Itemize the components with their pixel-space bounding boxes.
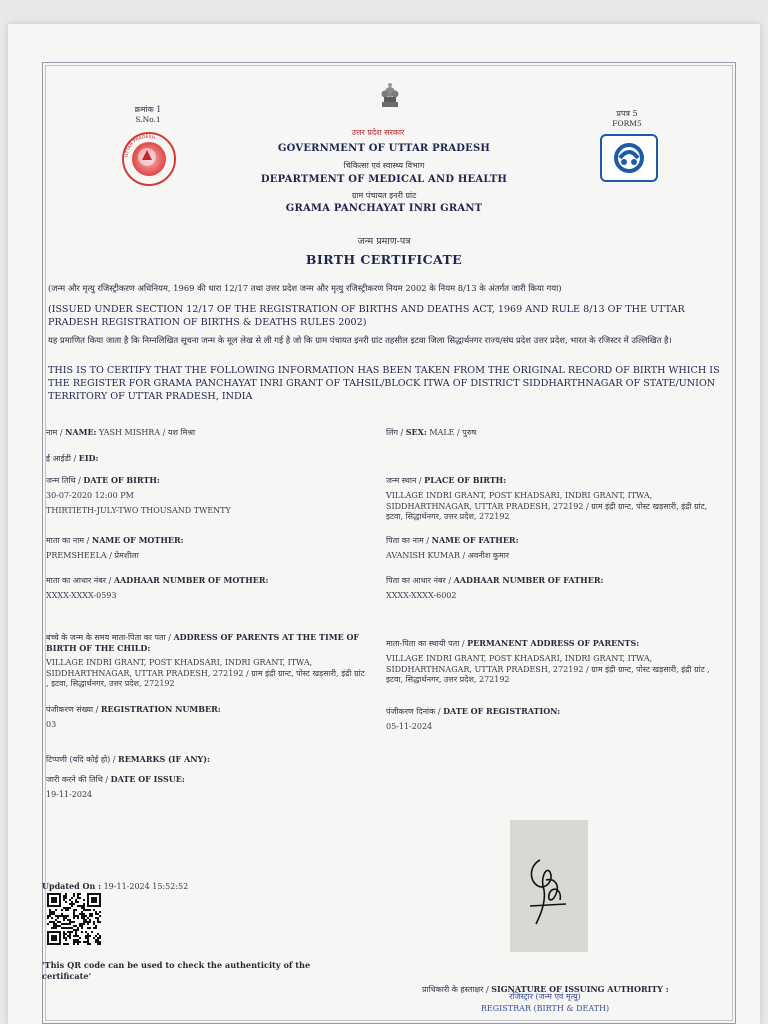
sex-value: MALE / पुरुष: [426, 428, 477, 437]
field-father-name: [386, 535, 716, 562]
field-father-aadhaar: [386, 575, 716, 602]
mother-value: PREMSHEELA / प्रेमशीला: [46, 551, 139, 560]
certificate-title-hindi: जन्म प्रमाण-पत्र: [357, 236, 411, 247]
sex-label-hindi: लिंग /: [386, 428, 406, 437]
registrar-label: REGISTRAR (BIRTH & DEATH): [480, 1004, 610, 1013]
mother-aadhaar-label: AADHAAR NUMBER OF MOTHER:: [113, 575, 269, 585]
field-name: [46, 420, 366, 439]
government-heading: GOVERNMENT OF UTTAR PRADESH: [277, 143, 491, 154]
serial-number-hindi: क्रमांक 1: [134, 105, 162, 114]
field-permanent-address: [386, 638, 722, 686]
eid-label: EID:: [78, 453, 99, 463]
dob-words: THIRTIETH-JULY-TWO THOUSAND TWENTY: [46, 505, 231, 515]
remarks-label-hindi: टिप्पणी (यदि कोई हो) /: [46, 755, 119, 764]
pob-label-hindi: जन्म स्थान /: [386, 476, 425, 485]
signature-label-english: SIGNATURE OF ISSUING AUTHORITY :: [491, 984, 669, 994]
dob-label-hindi: जन्म तिथि /: [46, 476, 84, 485]
qr-note: 'This QR code can be used to check the authenticity of the certificate': [42, 960, 311, 981]
serial-number: [120, 104, 176, 124]
issue-date-value: 19-11-2024: [46, 790, 93, 799]
father-aadhaar-label: AADHAAR NUMBER OF FATHER:: [453, 575, 604, 585]
panchayat-heading: GRAMA PANCHAYAT INRI GRANT: [285, 203, 483, 214]
registration-number-label: REGISTRATION NUMBER:: [100, 704, 221, 714]
svg-text:UTTAR PRADESH: UTTAR PRADESH: [124, 134, 156, 158]
state-emblem-icon: [378, 80, 402, 110]
signature-image: [510, 820, 588, 952]
department-hindi: चिकित्सा एवं स्वास्थ्य विभाग: [343, 161, 425, 170]
father-label-hindi: पिता का नाम /: [386, 536, 432, 545]
certify-text: THIS IS TO CERTIFY THAT THE FOLLOWING INFORMATION HAS BEEN TAKEN FROM THE ORIGINAL RECORD OF BIRTH WHICH IS THE REGISTER FOR GRAMA PANCHAYAT INRI GRANT OF TAHSIL/BLOCK ITWA OF DISTRICT SIDDHARTHNAGAR OF STATE/UNION TERRITORY OF UTTAR PRADESH, INDIA: [48, 365, 720, 402]
form-number: [604, 108, 650, 128]
updated-on-value: 19-11-2024 15:52:52: [101, 882, 189, 891]
signature-label-hindi: प्राधिकारी के हस्ताक्षर /: [422, 985, 492, 994]
eid-label-hindi: ई आईडी /: [46, 454, 79, 463]
address-at-birth-value: VILLAGE INDRI GRANT, POST KHADSARI, INDRI GRANT, ITWA, SIDDHARTHNAGAR, UTTAR PRADESH, 272192 / ग्राम इंद्री ग्रान्ट, पोस्ट खड़सारी, इंद्री ग्रांट , इटवा, सिद्धार्थनगर, उत्तर प्रदेश, 272192: [46, 658, 365, 688]
pob-value: VILLAGE INDRI GRANT, POST KHADSARI, INDRI GRANT, ITWA, SIDDHARTHNAGAR, UTTAR PRADESH, 272192 / ग्राम इंद्री ग्रान्ट, पोस्ट खड़सारी, इंद्री ग्रांट, इटवा, सिद्धार्थनगर, उत्तर प्रदेश, 272192: [386, 491, 708, 521]
department-heading: DEPARTMENT OF MEDICAL AND HEALTH: [260, 174, 508, 185]
registration-number-label-hindi: पंजीकरण संख्या /: [46, 705, 101, 714]
address-at-birth-label: ADDRESS OF PARENTS AT THE TIME OF BIRTH OF THE CHILD:: [46, 632, 360, 653]
mother-label: NAME OF MOTHER:: [91, 535, 184, 545]
updated-on-label: Updated On :: [42, 881, 102, 891]
field-date-of-issue: [46, 774, 366, 801]
dob-label: DATE OF BIRTH:: [83, 475, 160, 485]
field-registration-number: [46, 704, 366, 731]
registration-date-value: 05-11-2024: [386, 722, 433, 731]
certificate-title: BIRTH CERTIFICATE: [305, 252, 463, 267]
mother-aadhaar-label-hindi: माता का आधार नंबर /: [46, 576, 114, 585]
qr-code-icon[interactable]: [47, 893, 101, 945]
issued-under-hindi: (जन्म और मृत्यु रजिस्ट्रीकरण अधिनियम, 1969 की धारा 12/17 तथा उत्तर प्रदेश जन्म और मृत्यु रजिस्ट्रीकरण नियम 2002 के नियम 8/13 के अंतर्गत जारी किया गया): [48, 283, 562, 293]
field-registration-date: [386, 706, 716, 733]
father-value: AVANISH KUMAR / अवनीश कुमार: [386, 551, 510, 560]
permanent-address-label-hindi: माता-पिता का स्थायी पता /: [386, 639, 468, 648]
mother-label-hindi: माता का नाम /: [46, 536, 92, 545]
updated-on: [42, 874, 188, 893]
panchayat-hindi: ग्राम पंचायत इनरी ग्रांट: [351, 191, 417, 200]
registration-date-label: DATE OF REGISTRATION:: [443, 706, 561, 716]
issued-under-text: (ISSUED UNDER SECTION 12/17 OF THE REGISTRATION OF BIRTHS AND DEATHS ACT, 1969 AND RULE 8/13 OF THE UTTAR PRADESH REGISTRATION OF BIRTHS & DEATHS RULES 2002): [48, 304, 685, 328]
father-label: NAME OF FATHER:: [431, 535, 519, 545]
name-label: NAME:: [65, 427, 97, 437]
field-place-of-birth: [386, 475, 722, 523]
field-mother-name: [46, 535, 366, 562]
permanent-address-label: PERMANENT ADDRESS OF PARENTS:: [467, 638, 640, 648]
name-value: YASH MISHRA / यश मिश्रा: [96, 428, 196, 437]
sex-label: SEX:: [405, 427, 427, 437]
dob-value: 30-07-2020 12:00 PM: [46, 491, 134, 500]
father-aadhaar-label-hindi: पिता का आधार नंबर /: [386, 576, 454, 585]
certify-hindi: यह प्रमाणित किया जाता है कि निम्नलिखित सूचना जन्म के मूल लेख से ली गई है जो कि ग्राम पंचायत इनरी ग्रांट तहसील इटवा जिला सिद्धार्थनगर राज्य/संघ प्रदेश उत्तर प्रदेश, भारत के रजिस्टर में उल्लिखित है।: [48, 335, 672, 345]
pob-label: PLACE OF BIRTH:: [424, 475, 507, 485]
remarks-label: REMARKS (IF ANY):: [118, 754, 210, 764]
field-eid: [46, 446, 98, 465]
issue-date-label: DATE OF ISSUE:: [110, 774, 185, 784]
state-hindi: उत्तर प्रदेश सरकार: [351, 128, 405, 137]
field-sex: [386, 420, 716, 439]
field-remarks: [46, 747, 210, 766]
name-label-hindi: नाम /: [46, 428, 66, 437]
issue-date-label-hindi: जारी करने की तिथि /: [46, 775, 111, 784]
serial-number-label: S.No.1: [135, 115, 161, 124]
field-date-of-birth: [46, 475, 366, 516]
form-number-hindi: प्रपत्र 5: [616, 109, 638, 118]
registration-date-label-hindi: पंजीकरण दिनांक /: [386, 707, 444, 716]
address-at-birth-label-hindi: बच्चे के जन्म के समय माता-पिता का पता /: [46, 633, 174, 642]
form-number-label: FORM5: [612, 119, 642, 128]
father-aadhaar-value: XXXX-XXXX-6002: [386, 591, 457, 600]
permanent-address-value: VILLAGE INDRI GRANT, POST KHADSARI, INDRI GRANT, ITWA, SIDDHARTHNAGAR, UTTAR PRADESH, 272192 / ग्राम इंद्री ग्रान्ट, पोस्ट खड़सारी, इंद्री ग्रांट , इटवा, सिद्धार्थनगर, उत्तर प्रदेश, 272192: [386, 654, 710, 684]
field-address-at-birth: [46, 632, 368, 690]
mother-aadhaar-value: XXXX-XXXX-0593: [46, 591, 117, 600]
field-mother-aadhaar: [46, 575, 366, 602]
registration-number-value: 03: [46, 720, 57, 729]
registrar-hindi: रजिस्ट्रार (जन्म एवं मृत्यु): [509, 992, 581, 1001]
